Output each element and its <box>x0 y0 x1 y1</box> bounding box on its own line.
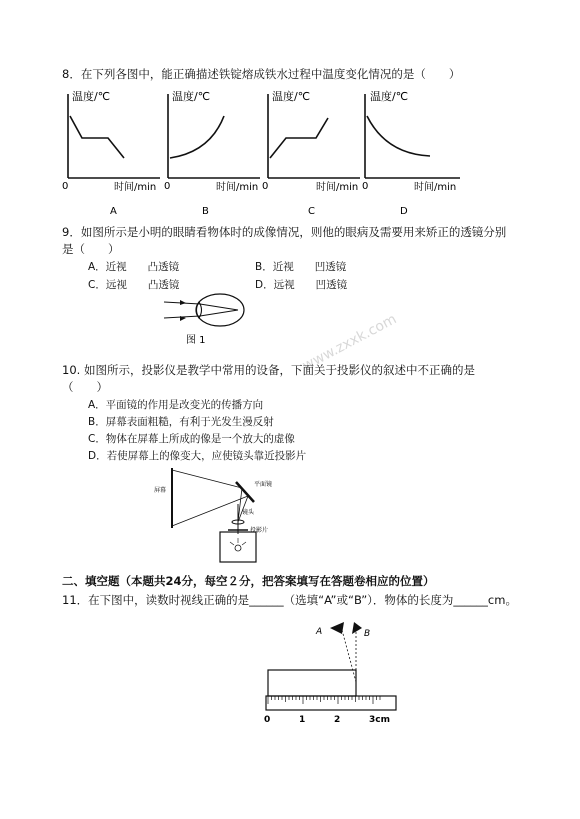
mirror-label: 平面镜 <box>254 481 273 488</box>
q8-stem: 8．在下列各图中，能正确描述铁锭熔成铁水过程中温度变化情况的是（ ） <box>62 67 461 81</box>
graph-a-ylabel: 温度/℃ <box>72 90 111 103</box>
graph-c-xlabel: 时间/min <box>316 182 359 193</box>
q10-stem-line1: 10. 如图所示，投影仪是教学中常用的设备，下面关于投影仪的叙述中不正确的是 <box>62 363 475 377</box>
q9-eye-figure <box>160 290 260 348</box>
q11-ruler-figure <box>258 618 408 728</box>
lens-label: 镜头 <box>242 509 255 516</box>
q9-option-a: A．近视 凸透镜 <box>88 261 180 273</box>
q8-graphs <box>60 86 480 221</box>
eye-b-label: B <box>364 629 371 639</box>
q11-stem: 11．在下图中，读数时视线正确的是______（选填“A”或“B”）．物体的长度为______cm。 <box>62 593 517 607</box>
graph-d-origin: 0 <box>362 181 369 192</box>
graph-d-option: D <box>400 206 408 217</box>
graph-a-xlabel: 时间/min <box>114 182 157 193</box>
q10-option-c: C．物体在屏幕上所成的像是一个放大的虚像 <box>88 433 295 445</box>
tick-label-2: 2 <box>334 715 341 725</box>
eye-a-icon <box>315 622 344 637</box>
q9-option-b: B．近视 凹透镜 <box>255 261 347 273</box>
tick-label-1: 1 <box>299 715 306 725</box>
q10-stem-line2: （ ） <box>62 380 108 394</box>
graph-b <box>164 89 260 217</box>
measured-object <box>268 670 356 696</box>
graph-d-xlabel: 时间/min <box>414 182 457 193</box>
tick-label-0: 0 <box>264 715 271 725</box>
ruler-ticks <box>268 696 380 704</box>
plane-mirror <box>236 482 254 502</box>
watermark: www.zxxk.com <box>300 311 400 375</box>
projector-box <box>220 532 256 562</box>
q9-option-d: D．远视 凹透镜 <box>255 279 348 291</box>
graph-a-origin: 0 <box>62 181 69 192</box>
q9-figure-label: 图 1 <box>186 335 206 346</box>
q9-stem-line2: 是（ ） <box>62 242 120 256</box>
q10-option-b: B．屏幕表面粗糙，有利于光发生漫反射 <box>88 416 274 428</box>
q10-projector-figure <box>150 462 300 572</box>
graph-a-option: A <box>110 206 117 217</box>
eye-a-label: A <box>316 627 323 637</box>
q9-stem-line1: 9．如图所示是小明的眼睛看物体时的成像情况，则他的眼病及需要用来矫正的透镜分别 <box>62 225 507 239</box>
graph-c-option: C <box>308 206 315 217</box>
graph-b-ylabel: 温度/℃ <box>172 90 211 103</box>
graph-a <box>62 89 160 217</box>
graph-c-origin: 0 <box>262 181 269 192</box>
eye-b-icon <box>352 622 370 639</box>
q9-option-c: C．远视 凸透镜 <box>88 279 180 291</box>
graph-c <box>262 89 360 217</box>
lamp <box>235 545 241 551</box>
graph-d <box>362 89 460 217</box>
q10-option-d: D．若使屏幕上的像变大，应使镜头靠近投影片 <box>88 450 307 462</box>
graph-d-ylabel: 温度/℃ <box>370 90 409 103</box>
graph-b-option: B <box>202 206 209 217</box>
tick-label-3: 3cm <box>369 715 390 725</box>
slide-label: 投影片 <box>250 527 269 534</box>
q10-option-a: A．平面镜的作用是改变光的传播方向 <box>88 399 264 411</box>
screen-label: 屏幕 <box>154 487 167 494</box>
graph-b-origin: 0 <box>164 181 171 192</box>
graph-b-xlabel: 时间/min <box>216 182 259 193</box>
graph-c-ylabel: 温度/℃ <box>272 90 311 103</box>
section2-heading: 二、填空题（本题共24分，每空２分，把答案填写在答题卷相应的位置） <box>62 574 435 588</box>
